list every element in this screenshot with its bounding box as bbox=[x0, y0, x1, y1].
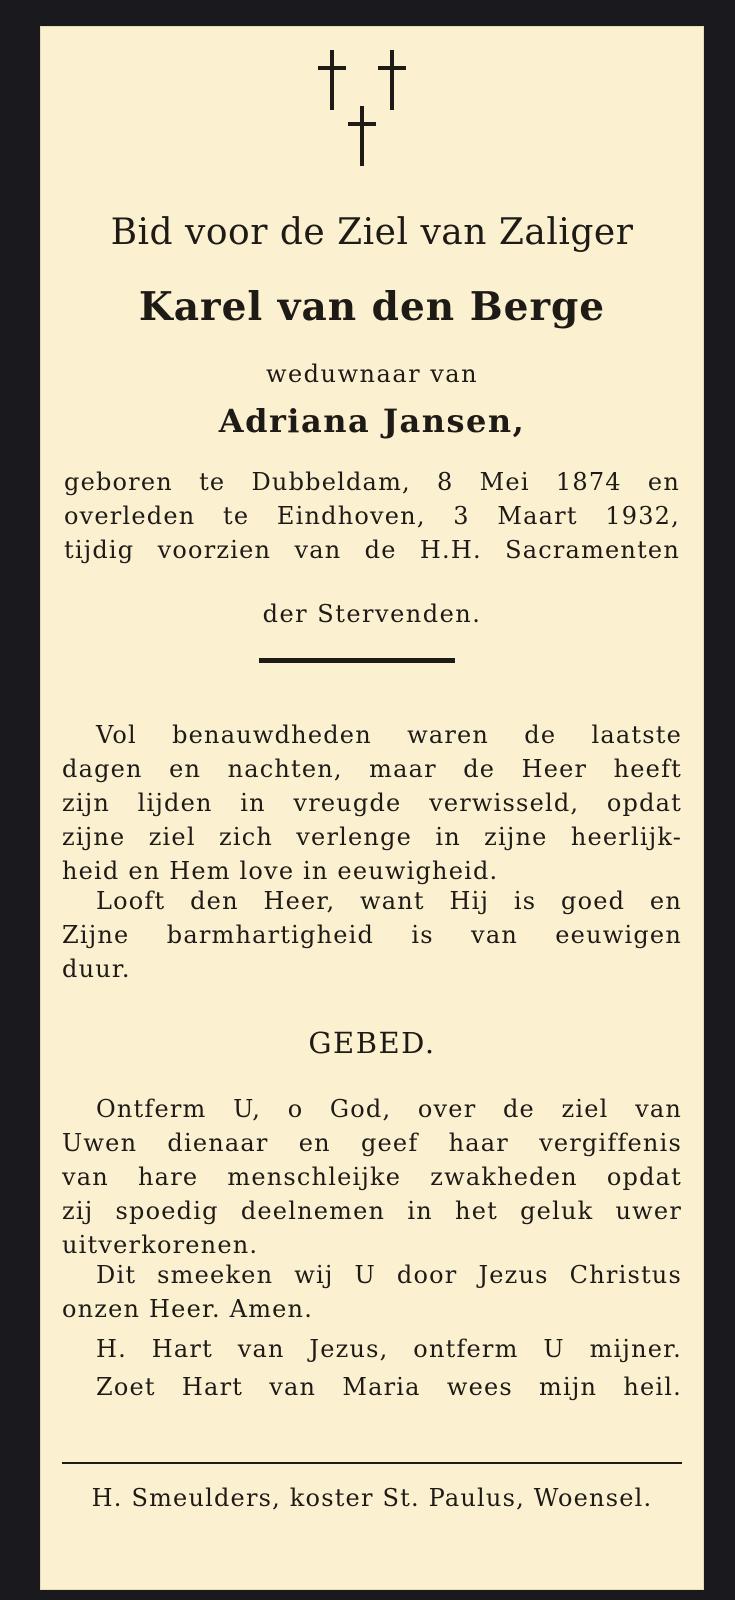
paragraph-line: Looft den Heer, want Hij is goed en bbox=[96, 887, 682, 915]
paragraph-line: Zijne barmhartigheid is van eeuwigen bbox=[62, 921, 682, 949]
prayer-line: Uwen dienaar en geef haar vergiffenis bbox=[62, 1129, 682, 1157]
invocation-jesus: H. Hart van Jezus, ontferm U mijner. bbox=[96, 1335, 682, 1363]
cross-icon bbox=[315, 50, 349, 110]
deceased-name: Karel van den Berge bbox=[138, 284, 606, 330]
prayer-heading: GEBED. bbox=[308, 1026, 436, 1060]
birth-line: geboren te Dubbeldam, 8 Mei 1874 en bbox=[64, 468, 680, 496]
prayer-line: uitverkorenen. bbox=[62, 1231, 259, 1259]
invocation-maria: Zoet Hart van Maria wees mijn heil. bbox=[96, 1373, 682, 1401]
cross-icon bbox=[375, 50, 409, 110]
divider bbox=[259, 658, 455, 663]
cross-icon bbox=[345, 106, 379, 166]
prayer-line: zij spoedig deelnemen in het geluk uwer bbox=[62, 1197, 682, 1225]
intro-line: Bid voor de Ziel van Zaliger bbox=[110, 212, 634, 253]
prayer-text bbox=[62, 1092, 682, 1262]
paragraph-lament bbox=[62, 718, 682, 888]
prayer-line: Ontferm U, o God, over de ziel van bbox=[96, 1095, 682, 1123]
spouse-name: Adriana Jansen, bbox=[218, 402, 526, 440]
paragraph-praise bbox=[62, 884, 682, 986]
footer-divider bbox=[62, 1462, 682, 1464]
death-line: overleden te Eindhoven, 3 Maart 1932, bbox=[64, 502, 680, 530]
paragraph-line: zijn lijden in vreugde verwisseld, opdat bbox=[62, 789, 682, 817]
paragraph-line: zijne ziel zich verlenge in zijne heerlijk- bbox=[62, 823, 682, 851]
relation-line: weduwnaar van bbox=[265, 360, 479, 388]
sacrament-line-2: der Stervenden. bbox=[262, 600, 482, 628]
paragraph-line: dagen en nachten, maar de Heer heeft bbox=[62, 755, 682, 783]
sacrament-line: tijdig voorzien van de H.H. Sacramenten bbox=[64, 536, 680, 564]
prayer-close bbox=[62, 1258, 682, 1326]
paragraph-line: duur. bbox=[62, 955, 131, 983]
printer-credit: H. Smeulders, koster St. Paulus, Woensel. bbox=[91, 1484, 653, 1512]
paragraph-line: Vol benauwdheden waren de laatste bbox=[96, 721, 682, 749]
paragraph-line: heid en Hem love in eeuwigheid. bbox=[62, 857, 499, 885]
prayer-line: onzen Heer. Amen. bbox=[62, 1295, 314, 1323]
prayer-line: Dit smeeken wij U door Jezus Christus bbox=[96, 1261, 682, 1289]
crosses-ornament bbox=[40, 50, 704, 180]
memorial-card bbox=[40, 26, 704, 1590]
prayer-line: van hare menschleijke zwakheden opdat bbox=[62, 1163, 682, 1191]
